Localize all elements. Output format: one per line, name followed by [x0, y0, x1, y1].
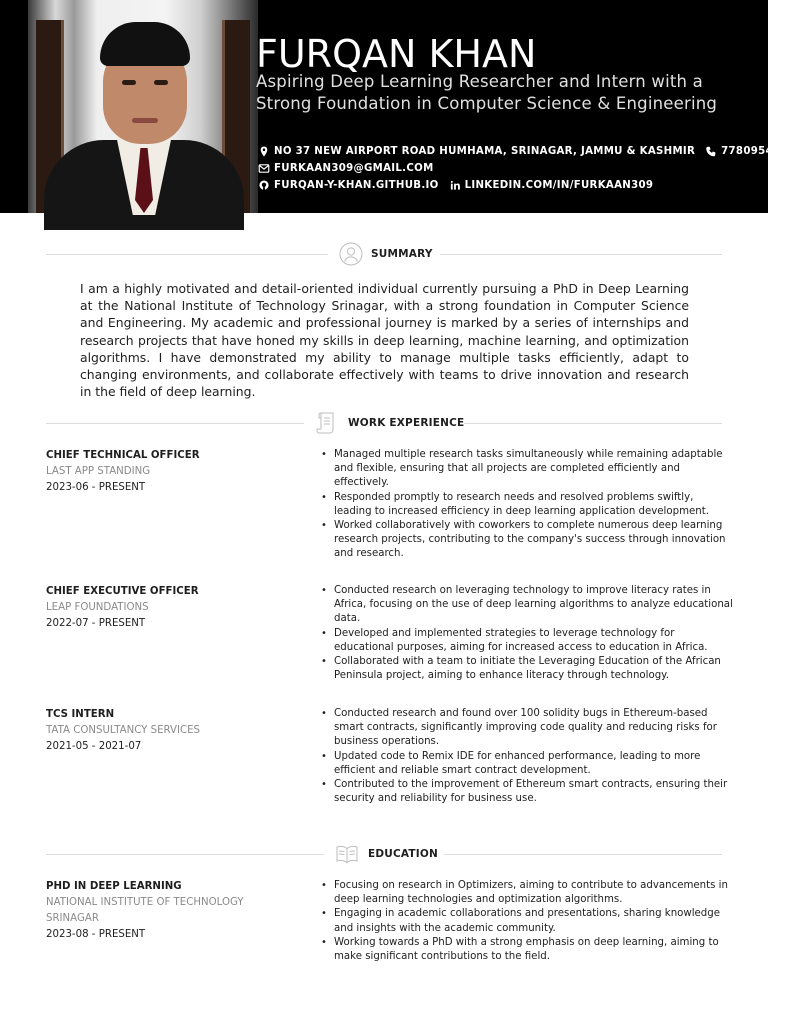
- address-item: [258, 146, 695, 157]
- education-heading: [46, 842, 722, 866]
- education-bullet: • Focusing on research in Optimizers, aiming to contribute to advancements in deep learning technologies and optimization algorithms.: [334, 879, 734, 907]
- job-bullet: • Updated code to Remix IDE for enhanced performance, leading to more efficient and reliable smart contract development.: [334, 750, 734, 778]
- resume-header: [0, 0, 796, 213]
- job-title: CHIEF TECHNICAL OFFICER: [46, 450, 200, 461]
- job-bullet: • Conducted research on leveraging technology to improve literacy rates in Africa, focusing on the use of deep learning algorithms to analyze educational data.: [334, 584, 734, 627]
- job-organization: TATA CONSULTANCY SERVICES: [46, 725, 201, 736]
- email-text[interactable]: FURKAAN309@GMAIL.COM: [274, 163, 434, 174]
- address-text: NO 37 NEW AIRPORT ROAD HUMHAMA, SRINAGAR, JAMMU & KASHMIR: [274, 146, 696, 157]
- job-bullet: • Responded promptly to research needs and resolved problems swiftly, leading to increased efficiency in deep learning application development.: [334, 491, 734, 519]
- education-bullet: • Engaging in academic collaborations and presentations, sharing knowledge and insights with the academic community.: [334, 907, 734, 935]
- github-item[interactable]: [258, 180, 439, 191]
- job-bullet: • Conducted research and found over 100 solidity bugs in Ethereum-based smart contracts, significantly improving code quality and reducing risks for business operations.: [334, 707, 734, 750]
- linkedin-item[interactable]: [449, 180, 654, 191]
- education-dates: 2023-08 - PRESENT: [46, 929, 146, 940]
- profile-photo: [28, 0, 258, 213]
- phone-item[interactable]: [705, 146, 795, 157]
- contact-row-email: [258, 163, 444, 174]
- job-title: TCS INTERN: [46, 709, 115, 720]
- job-bullets: [334, 448, 734, 562]
- job-bullet: • Worked collaboratively with coworkers to complete numerous deep learning research projects, contributing to the company's success through innovation and research.: [334, 519, 734, 562]
- open-book-icon: [335, 842, 359, 866]
- summary-heading-label: SUMMARY: [371, 248, 433, 260]
- job-organization: LAST APP STANDING: [46, 466, 151, 477]
- work-heading-label: WORK EXPERIENCE: [348, 417, 465, 429]
- github-link[interactable]: FURQAN-Y-KHAN.GITHUB.IO: [274, 180, 439, 191]
- phone-icon: [705, 146, 717, 157]
- job-bullet: • Developed and implemented strategies to leverage technology for educational purposes, aiming for increased access to education in Africa.: [334, 627, 734, 655]
- job-bullet: • Contributed to the improvement of Ethereum smart contracts, ensuring their security and reliability for business use.: [334, 778, 734, 806]
- contact-row-address-phone: [258, 146, 805, 157]
- job-dates: 2023-06 - PRESENT: [46, 482, 146, 493]
- job-dates: 2021-05 - 2021-07: [46, 741, 142, 752]
- job-bullets: [334, 584, 734, 683]
- github-icon: [258, 180, 270, 191]
- job-dates: 2022-07 - PRESENT: [46, 618, 146, 629]
- person-icon: [339, 242, 363, 266]
- contact-row-links: [258, 180, 663, 191]
- candidate-tagline: Aspiring Deep Learning Researcher and Intern with a Strong Foundation in Computer Science & Engineering: [256, 72, 718, 113]
- job-title: CHIEF EXECUTIVE OFFICER: [46, 586, 199, 597]
- linkedin-icon: [449, 180, 461, 191]
- degree-title: PHD IN DEEP LEARNING: [46, 881, 182, 892]
- job-bullets: [334, 707, 734, 806]
- work-heading: [46, 411, 722, 435]
- email-item[interactable]: [258, 163, 434, 174]
- job-bullet: • Collaborated with a team to initiate the Leveraging Education of the African Peninsula project, aiming to enhance literacy through technology.: [334, 655, 734, 683]
- summary-paragraph: I am a highly motivated and detail-oriented individual currently pursuing a PhD in Deep Learning at the National Institute of Technology Srinagar, with a strong foundation in Computer Science and Engineering. My academic and professional journey is marked by a series of internships and research projects that have honed my skills in deep learning, machine learning, and optimization algorithms. I have demonstrated my ability to manage multiple tasks efficiently, adapt to changing environments, and collaborate effectively with teams to drive innovation and research in the field of deep learning.: [80, 281, 689, 400]
- map-pin-icon: [258, 146, 270, 157]
- envelope-icon: [258, 163, 270, 174]
- job-bullet: • Managed multiple research tasks simultaneously while remaining adaptable and flexible, ensuring that all projects are completed efficiently and effectively.: [334, 448, 734, 491]
- education-heading-label: EDUCATION: [368, 848, 439, 860]
- candidate-name: FURQAN KHAN: [256, 32, 537, 76]
- scroll-icon: [315, 411, 339, 435]
- summary-heading: [46, 242, 722, 266]
- institution-name: NATIONAL INSTITUTE OF TECHNOLOGY SRINAGAR: [46, 897, 244, 924]
- education-bullet: • Working towards a PhD with a strong emphasis on deep learning, aiming to make significant contributions to the field.: [334, 936, 734, 964]
- linkedin-link[interactable]: LINKEDIN.COM/IN/FURKAAN309: [464, 180, 654, 191]
- phone-text[interactable]: 7780954879: [721, 146, 796, 157]
- job-organization: LEAP FOUNDATIONS: [46, 602, 149, 613]
- education-bullets: [334, 879, 734, 964]
